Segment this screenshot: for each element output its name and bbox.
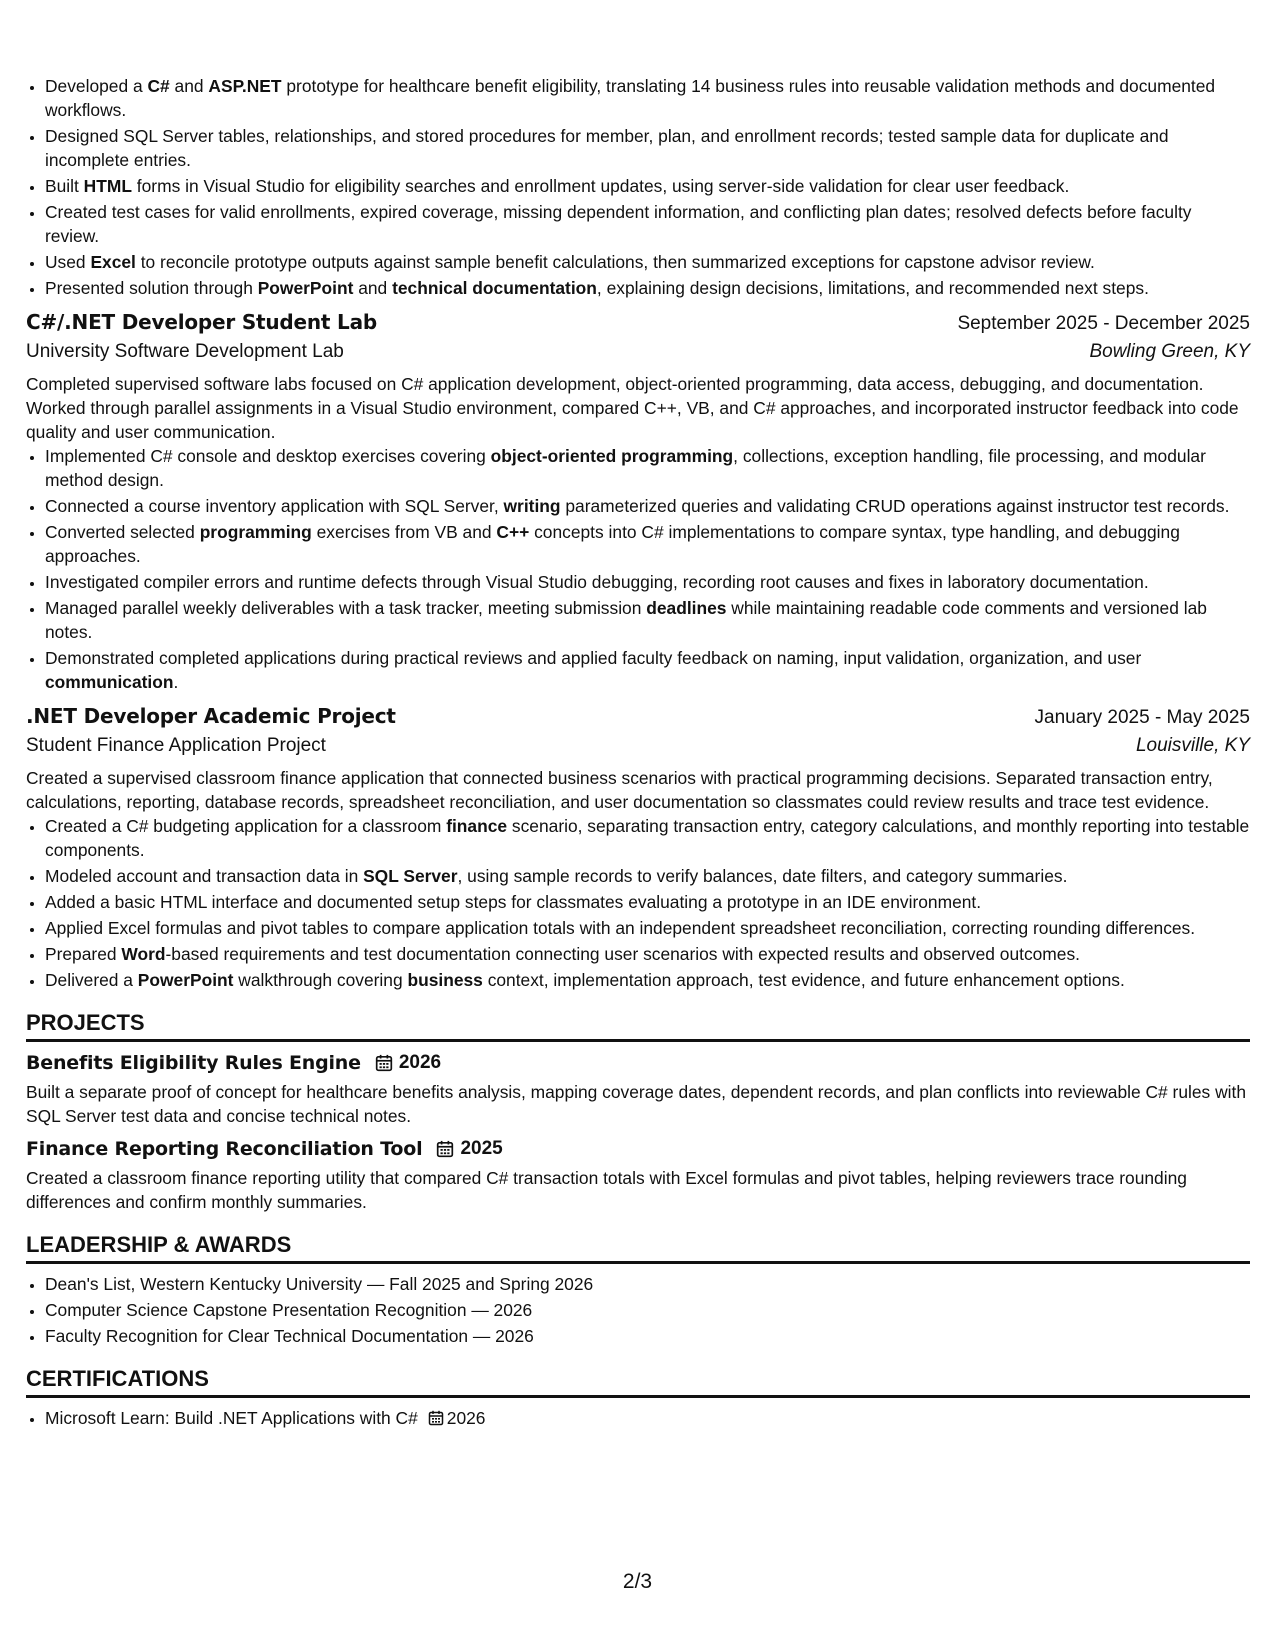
bold-keyword: ASP.NET bbox=[208, 76, 282, 96]
list-item: • Implemented C# console and desktop exercises covering object-oriented programming, collections, exception handling, file processing, and modular method design. bbox=[45, 444, 1250, 492]
list-item: • Prepared Word-based requirements and test documentation connecting user scenarios with expected results and observed outcomes. bbox=[45, 942, 1250, 966]
bold-keyword: Excel bbox=[90, 252, 136, 272]
list-item: • Used Excel to reconcile prototype outputs against sample benefit calculations, then summarized exceptions for capstone advisor review. bbox=[45, 250, 1250, 274]
certification-year: 2026 bbox=[446, 1408, 486, 1428]
job-title: C#/.NET Developer Student Lab bbox=[26, 310, 378, 334]
bold-keyword: technical documentation bbox=[392, 278, 597, 298]
job-entry bbox=[26, 310, 1250, 694]
list-item bbox=[45, 1406, 1250, 1430]
list-item: • Created test cases for valid enrollments, expired coverage, missing dependent information, and conflicting plan dates; resolved defects before faculty review. bbox=[45, 200, 1250, 248]
project-description: Built a separate proof of concept for healthcare benefits analysis, mapping coverage dates, dependent records, and plan conflicts into reviewable C# rules with SQL Server test data and concise technical notes. bbox=[26, 1082, 1246, 1126]
list-item: • Developed a C# and ASP.NET prototype for healthcare benefit eligibility, translating 14 business rules into reusable validation methods and documented workflows. bbox=[45, 74, 1250, 122]
job-bullet-list bbox=[26, 814, 1250, 992]
bold-keyword: business bbox=[407, 970, 483, 990]
project-title: Benefits Eligibility Rules Engine bbox=[26, 1052, 361, 1074]
job-summary: Created a supervised classroom finance application that connected business scenarios with practical programming decisions. Separated transaction entry, calculations, reporting, database records, spreadsheet reconciliation, and user documentation so classmates could review results and trace test evidence. bbox=[26, 768, 1213, 812]
bold-keyword: C++ bbox=[496, 522, 530, 542]
leadership-list bbox=[26, 1272, 1250, 1348]
job-entry bbox=[26, 704, 1250, 992]
calendar-icon bbox=[375, 1054, 393, 1072]
section-heading-certifications: CERTIFICATIONS bbox=[26, 1366, 1250, 1398]
job-location: Louisville, KY bbox=[1135, 735, 1250, 756]
project-title: Finance Reporting Reconciliation Tool bbox=[26, 1138, 423, 1160]
section-heading-leadership: LEADERSHIP & AWARDS bbox=[26, 1232, 1250, 1264]
bold-keyword: Word bbox=[121, 944, 166, 964]
bold-keyword: HTML bbox=[83, 176, 132, 196]
list-item: • Computer Science Capstone Presentation Recognition — 2026 bbox=[45, 1298, 1250, 1322]
bold-keyword: PowerPoint bbox=[257, 278, 354, 298]
job-summary: Completed supervised software labs focused on C# application development, object-oriented programming, data access, debugging, and documentation. Worked through parallel assignments in a Visual Studio environment, compared C++, VB, and C# approaches, and incorporated instructor feedback into code quality and user communication. bbox=[26, 374, 1239, 442]
list-item: • Created a C# budgeting application for a classroom finance scenario, separating transaction entry, category calculations, and monthly reporting into testable components. bbox=[45, 814, 1250, 862]
bold-keyword: programming bbox=[199, 522, 312, 542]
list-item: • Modeled account and transaction data in SQL Server, using sample records to verify balances, date filters, and category summaries. bbox=[45, 864, 1250, 888]
project-entry bbox=[26, 1052, 1250, 1128]
bold-keyword: finance bbox=[446, 816, 508, 836]
list-item: • Managed parallel weekly deliverables with a task tracker, meeting submission deadlines while maintaining readable code comments and versioned lab notes. bbox=[45, 596, 1250, 644]
project-year: 2026 bbox=[398, 1052, 442, 1073]
bold-keyword: object-oriented programming bbox=[490, 446, 734, 466]
list-item: • Connected a course inventory application with SQL Server, writing parameterized queries and validating CRUD operations against instructor test records. bbox=[45, 494, 1250, 518]
job-organization: Student Finance Application Project bbox=[26, 735, 326, 756]
list-item: • Converted selected programming exercises from VB and C++ concepts into C# implementations to compare syntax, type handling, and debugging approaches. bbox=[45, 520, 1250, 568]
bold-keyword: PowerPoint bbox=[137, 970, 234, 990]
bold-keyword: writing bbox=[503, 496, 561, 516]
list-item: • Faculty Recognition for Clear Technical Documentation — 2026 bbox=[45, 1324, 1250, 1348]
bold-keyword: SQL Server bbox=[363, 866, 458, 886]
job-bullet-list bbox=[26, 444, 1250, 694]
list-item: • Demonstrated completed applications during practical reviews and applied faculty feedback on naming, input validation, organization, and user communication. bbox=[45, 646, 1250, 694]
page-number: 2/3 bbox=[622, 1570, 653, 1593]
job-dates: January 2025 - May 2025 bbox=[1034, 707, 1250, 728]
list-item: • Delivered a PowerPoint walkthrough covering business context, implementation approach, test evidence, and future enhancement options. bbox=[45, 968, 1250, 992]
calendar-icon bbox=[428, 1410, 444, 1426]
list-item: • Added a basic HTML interface and documented setup steps for classmates evaluating a prototype in an IDE environment. bbox=[45, 890, 1250, 914]
bold-keyword: C# bbox=[147, 76, 170, 96]
project-description: Created a classroom finance reporting utility that compared C# transaction totals with Excel formulas and pivot tables, helping reviewers trace rounding differences and confirm monthly summaries. bbox=[26, 1168, 1187, 1212]
bold-keyword: deadlines bbox=[646, 598, 727, 618]
list-item: • Presented solution through PowerPoint and technical documentation, explaining design decisions, limitations, and recommended next steps. bbox=[45, 276, 1250, 300]
list-item: • Designed SQL Server tables, relationships, and stored procedures for member, plan, and enrollment records; tested sample data for duplicate and incomplete entries. bbox=[45, 124, 1250, 172]
certification-name: Microsoft Learn: Build .NET Applications with C# bbox=[45, 1408, 418, 1428]
section-heading-projects: PROJECTS bbox=[26, 1010, 1250, 1042]
list-item: • Investigated compiler errors and runtime defects through Visual Studio debugging, recording root causes and fixes in laboratory documentation. bbox=[45, 570, 1250, 594]
calendar-icon bbox=[436, 1140, 454, 1158]
list-item: • Applied Excel formulas and pivot tables to compare application totals with an independent spreadsheet reconciliation, correcting rounding differences. bbox=[45, 916, 1250, 940]
job-organization: University Software Development Lab bbox=[26, 341, 344, 362]
top-bullet-list bbox=[26, 74, 1250, 300]
project-entry bbox=[26, 1138, 1250, 1214]
job-title: .NET Developer Academic Project bbox=[26, 704, 396, 728]
list-item: • Dean's List, Western Kentucky University — Fall 2025 and Spring 2026 bbox=[45, 1272, 1250, 1296]
project-year: 2025 bbox=[460, 1138, 503, 1159]
job-location: Bowling Green, KY bbox=[1089, 341, 1250, 362]
job-dates: September 2025 - December 2025 bbox=[957, 313, 1250, 334]
resume-page bbox=[26, 74, 1250, 1432]
list-item: • Built HTML forms in Visual Studio for eligibility searches and enrollment updates, using server-side validation for clear user feedback. bbox=[45, 174, 1250, 198]
bold-keyword: communication bbox=[45, 672, 174, 692]
certification-list bbox=[26, 1406, 1250, 1430]
